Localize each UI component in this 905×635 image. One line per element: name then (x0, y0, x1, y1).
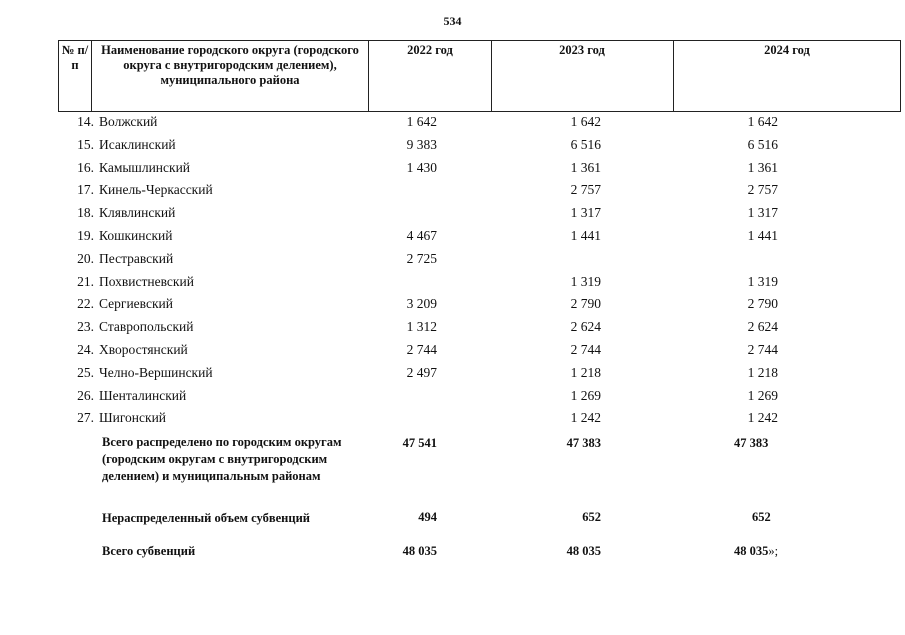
undistributed-2022: 494 (418, 510, 437, 524)
value-2024: 1 218 (747, 364, 778, 380)
value-2023: 2 744 (570, 342, 601, 357)
header-2024: 2024 год (764, 43, 810, 57)
value-2024: 2 624 (747, 319, 778, 335)
table-row (0, 318, 905, 341)
row-number: 26. (77, 387, 94, 403)
header-top-border (58, 40, 901, 41)
district-name: Пестравский (99, 250, 174, 266)
table-row (0, 227, 905, 250)
total-subventions-2024: 48 035 (734, 544, 769, 558)
undistributed-2024: 652 (752, 510, 771, 524)
table-header (58, 40, 901, 112)
undistributed-label: Нераспределенный объем субвенций (102, 511, 310, 525)
row-number: 17. (77, 182, 94, 198)
total-distributed-2022: 47 541 (402, 436, 437, 450)
total-subventions-2024-cell (734, 544, 804, 559)
value-2024: 1 361 (747, 159, 778, 175)
district-name: Шенталинский (99, 387, 187, 403)
table-row (0, 113, 905, 136)
table-row (0, 250, 905, 273)
district-name: Клявлинский (99, 205, 176, 221)
district-name: Исаклинский (99, 136, 176, 152)
row-number: 25. (77, 364, 94, 380)
table-row (0, 409, 905, 432)
value-2023: 1 242 (570, 410, 601, 426)
row-number: 15. (77, 136, 94, 152)
value-2023: 1 361 (570, 159, 601, 175)
district-name: Челно-Вершинский (99, 364, 213, 380)
row-number: 16. (77, 159, 94, 175)
row-number: 18. (77, 205, 94, 221)
value-2022: 1 430 (406, 159, 437, 175)
district-name: Ставропольский (99, 319, 194, 335)
closing-quote: »; (768, 544, 779, 558)
table-row (0, 159, 905, 182)
district-name: Сергиевский (99, 296, 173, 312)
value-2024: 6 516 (747, 136, 778, 152)
district-name: Камышлинский (99, 159, 191, 175)
header-bottom-border (58, 111, 901, 112)
header-divider-4 (673, 40, 674, 112)
header-left-border (58, 40, 59, 112)
district-name: Кинель-Черкасский (99, 182, 213, 198)
value-2023: 1 319 (570, 273, 601, 289)
district-name: Кошкинский (99, 228, 173, 243)
district-name: Волжский (99, 114, 158, 129)
value-2024: 2 790 (747, 296, 778, 312)
value-2022: 9 383 (406, 136, 437, 152)
value-2024: 1 319 (747, 273, 778, 289)
value-2023: 6 516 (570, 136, 601, 152)
value-2022: 1 312 (406, 319, 437, 335)
header-num: № п/п (61, 43, 89, 72)
row-number: 21. (77, 273, 94, 289)
header-divider-3 (491, 40, 492, 112)
table-row (0, 136, 905, 159)
value-2023: 2 757 (570, 182, 601, 198)
value-2023: 1 269 (570, 387, 601, 403)
value-2022: 3 209 (406, 296, 437, 312)
total-subventions-2023: 48 035 (566, 544, 601, 558)
total-distributed-2023: 47 383 (566, 436, 601, 450)
header-name: Наименование городского округа (городского округа с внутригородским делением), муниципального района (101, 43, 359, 87)
row-number: 23. (77, 319, 94, 335)
page-number: 534 (443, 14, 462, 28)
header-divider-1 (91, 40, 92, 112)
value-2024: 1 441 (747, 228, 778, 243)
table-row (0, 341, 905, 364)
total-distributed-label: Всего распределено по городским округам (городским округам с внутригородским делением) и муниципальным районам (102, 435, 342, 483)
table-row (0, 204, 905, 227)
row-number: 14. (77, 114, 94, 129)
value-2023: 1 642 (570, 114, 601, 129)
value-2024: 2 757 (747, 182, 778, 198)
header-2023: 2023 год (559, 43, 605, 57)
district-name: Шигонский (99, 410, 167, 426)
total-distributed-2024: 47 383 (734, 436, 769, 450)
total-subventions-label: Всего субвенций (102, 544, 196, 558)
value-2022: 2 744 (406, 342, 437, 357)
value-2022: 2 497 (406, 364, 437, 380)
table-row (0, 387, 905, 410)
value-2024: 2 744 (747, 342, 778, 357)
value-2023: 2 624 (570, 319, 601, 335)
value-2023: 1 218 (570, 364, 601, 380)
row-number: 22. (77, 296, 94, 312)
table-row (0, 181, 905, 204)
value-2023: 2 790 (570, 296, 601, 312)
row-number: 20. (77, 250, 94, 266)
value-2024: 1 642 (747, 114, 778, 129)
header-2022: 2022 год (407, 43, 453, 57)
district-name: Хворостянский (99, 342, 188, 357)
value-2022: 1 642 (406, 114, 437, 129)
table-row (0, 295, 905, 318)
value-2023: 1 317 (570, 205, 601, 221)
value-2024: 1 269 (747, 387, 778, 403)
header-right-border (900, 40, 901, 112)
row-number: 19. (77, 228, 94, 243)
header-divider-2 (368, 40, 369, 112)
value-2022: 2 725 (406, 250, 437, 266)
table-row (0, 273, 905, 296)
value-2022: 4 467 (406, 228, 437, 243)
value-2024: 1 317 (747, 205, 778, 221)
undistributed-2023: 652 (582, 510, 601, 524)
row-number: 27. (77, 410, 94, 426)
table-row (0, 364, 905, 387)
value-2024: 1 242 (747, 410, 778, 426)
total-subventions-2022: 48 035 (402, 544, 437, 558)
value-2023: 1 441 (570, 228, 601, 243)
district-name: Похвистневский (99, 273, 194, 289)
row-number: 24. (77, 342, 94, 357)
